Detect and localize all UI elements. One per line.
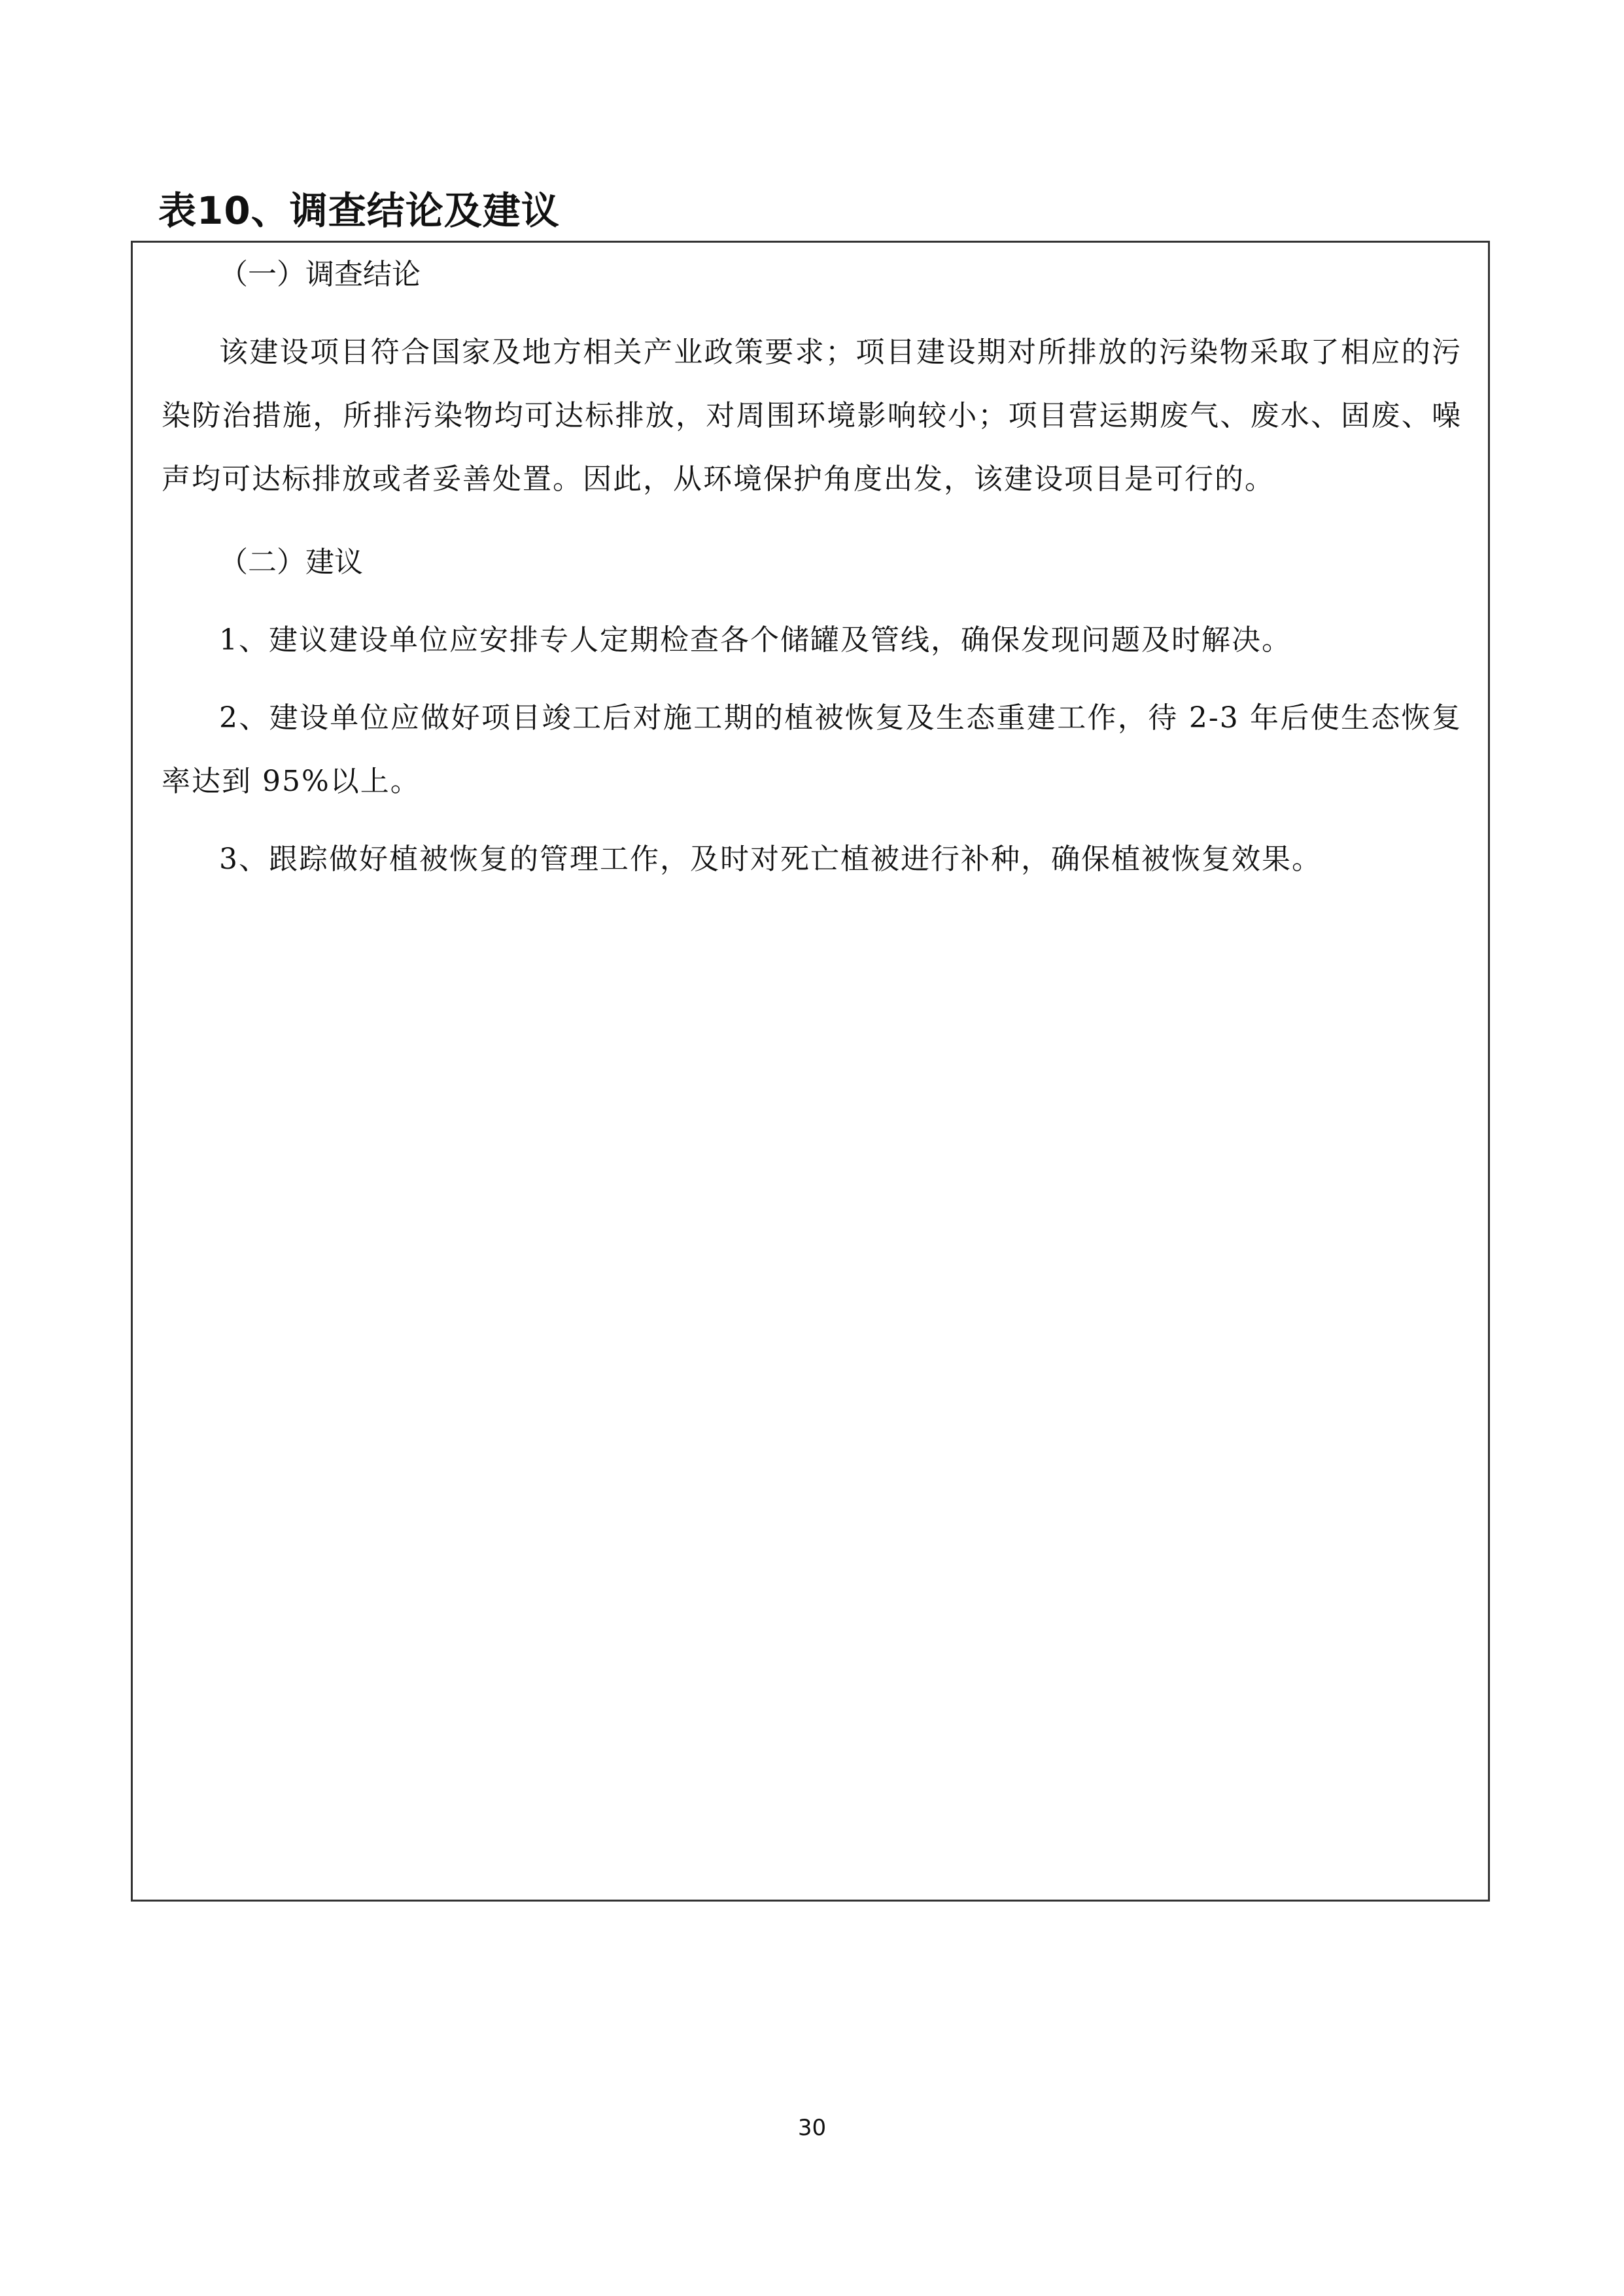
page-number: 30: [797, 2115, 827, 2141]
conclusion-paragraph: 该建设项目符合国家及地方相关产业政策要求；项目建设期对所排放的污染物采取了相应的污染防治措施，所排污染物均可达标排放，对周围环境影响较小；项目营运期废气、废水、固废、噪声均可达标排放或者妥善处置。因此，从环境保护角度出发，该建设项目是可行的。: [162, 336, 1462, 496]
conclusion-section-title: （一）调查结论: [219, 258, 421, 291]
suggestion-item-1: 1、建议建设单位应安排专人定期检查各个储罐及管线，确保发现问题及时解决。: [219, 623, 1292, 657]
suggestion-item-2: 2、建设单位应做好项目竣工后对施工期的植被恢复及生态重建工作，待 2-3 年后使生态恢复率达到 95%以上。: [162, 701, 1462, 798]
page-title: 表10、调查结论及建议: [158, 188, 560, 233]
conclusion-table: [131, 241, 1490, 1902]
table-content: [162, 243, 1462, 891]
suggestions-section-title: （二）建议: [219, 546, 363, 579]
suggestion-item-3: 3、跟踪做好植被恢复的管理工作，及时对死亡植被进行补种，确保植被恢复效果。: [219, 843, 1322, 876]
